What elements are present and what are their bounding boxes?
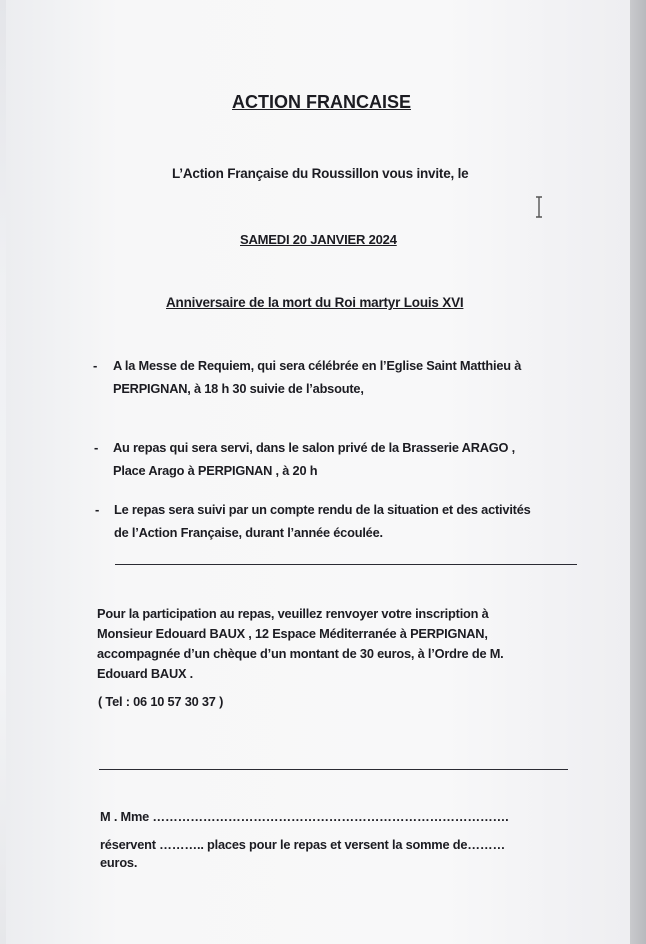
bullet-1-line-1: A la Messe de Requiem, qui sera célébrée en l’Eglise Saint Matthieu à: [113, 358, 522, 373]
participation-line-2: Monsieur Edouard BAUX , 12 Espace Méditerranée à PERPIGNAN,: [97, 626, 488, 641]
separator-line: [99, 769, 568, 770]
participation-line-4: Edouard BAUX .: [97, 666, 194, 681]
participation-line-3: accompagnée d’un chèque d’un montant de 30 euros, à l’Ordre de M.: [97, 646, 504, 661]
bullet-3-line-2: de l’Action Française, durant l’année écoulée.: [114, 525, 383, 540]
bullet-2-line-1: Au repas qui sera servi, dans le salon privé de la Brasserie ARAGO ,: [113, 440, 515, 455]
bullet-dash: -: [95, 502, 100, 517]
bullet-dash: -: [94, 440, 99, 455]
bullet-2-line-2: Place Arago à PERPIGNAN , à 20 h: [113, 463, 318, 478]
window-right-edge: [630, 0, 646, 944]
name-field-line: M . Mme ………………………………………………………………………….: [100, 809, 509, 824]
separator-line: [115, 564, 577, 565]
participation-line-1: Pour la participation au repas, veuillez renvoyer votre inscription à: [97, 606, 489, 621]
event-date: SAMEDI 20 JANVIER 2024: [240, 232, 397, 247]
euros-label: euros.: [100, 855, 138, 870]
document-title: ACTION FRANCAISE: [232, 92, 411, 112]
document-page: [6, 0, 630, 944]
bullet-dash: -: [93, 358, 98, 373]
anniversary-heading: Anniversaire de la mort du Roi martyr Louis XVI: [166, 295, 464, 310]
telephone-number: ( Tel : 06 10 57 30 37 ): [98, 694, 224, 709]
invite-line: L’Action Française du Roussillon vous invite, le: [172, 166, 469, 181]
bullet-3-line-1: Le repas sera suivi par un compte rendu de la situation et des activités: [114, 502, 531, 517]
text-cursor-icon: [534, 196, 544, 218]
bullet-1-line-2: PERPIGNAN, à 18 h 30 suivie de l’absoute,: [113, 381, 364, 396]
reservation-line: réservent ……….. places pour le repas et versent la somme de………: [100, 837, 506, 852]
